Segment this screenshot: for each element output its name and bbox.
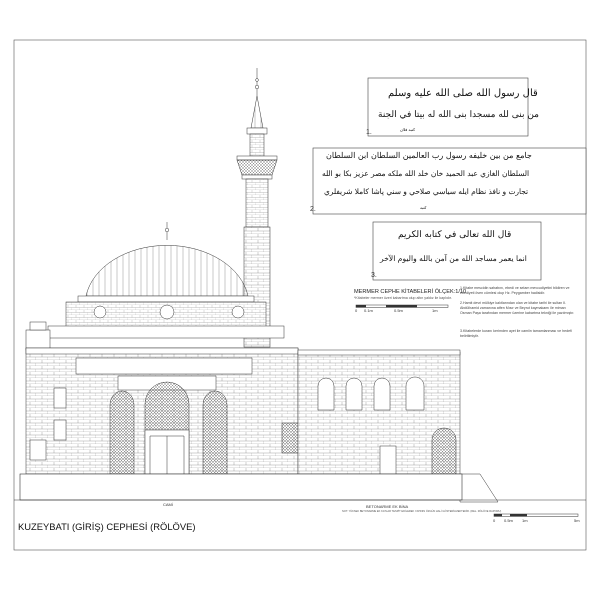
inscription-2-line-1: جامع من بين خليفه رسول رب العالمين السلطان ابن السلطان — [326, 151, 532, 160]
bottom-scale-label-3: 5m — [574, 518, 580, 523]
inscription-2-number: 2. — [310, 206, 316, 213]
bottom-scale-label-1: 0.5m — [504, 518, 513, 523]
inscription-3-line-1: قال الله تعالى في كتابه الكريم — [398, 230, 512, 240]
inscription-1-signature: كتبه فلان — [400, 127, 415, 132]
panel-subheading: *Kitabeler mermer üzeri kabartma olup altın yaldız ile kaplıdır. — [354, 296, 452, 300]
inscription-3-line-2: انما يعمر مساجد الله من آمن بالله واليوم الآخر — [380, 254, 527, 263]
cami-label: CAMİ — [163, 502, 173, 507]
inscription-panel-1 — [368, 78, 528, 136]
scale-bar-bottom — [494, 514, 578, 516]
inscription-1-line-1: قال رسول الله صلى الله عليه وسلم — [388, 88, 538, 99]
note-3: 3.Kitabelerde kuranı kerimden ayet ile camiin tamamlanması ve hedefi belirtilmiştir. — [460, 329, 572, 339]
scale-label-1: 0.1m — [364, 308, 373, 313]
scale-label-2: 0.5m — [394, 308, 403, 313]
panel-heading: MERMER CEPHE KİTABELERİ ÖLÇEK:1/10 — [354, 289, 467, 295]
annex-label: BETONARME EK BİNA — [366, 504, 409, 509]
drawing-title: KUZEYBATI (GİRİŞ) CEPHESİ (RÖLÖVE) — [18, 521, 196, 532]
inscription-2-line-3: تجارت و نافذ نظام ايله سياسي صلاحي و سني پاشا كاملا شريفلري — [324, 187, 529, 196]
scale-label-3: 1m — [432, 308, 438, 313]
inscription-2-line-2: السلطان الغازي عبد الحميد خان خلد الله ملكه مصر عزيز بكا بو الله — [322, 169, 530, 178]
scale-label-0: 0 — [355, 308, 358, 313]
bottom-scale-label-2: 1m — [522, 518, 528, 523]
note-1: 1.Kitabe mescidin sahabını, ebedi ve selam mevcudiyetini bildiren ve ebediyeti öven cümlesi olup Hz. Peygamber hadisidir. — [460, 286, 570, 296]
main-facade — [26, 348, 300, 474]
ground-line — [14, 474, 586, 500]
inscription-3-number: 3. — [371, 272, 377, 279]
inscription-2-signature: كتبه — [420, 205, 427, 210]
annex-note: NOT: YÜKSEK BETONARME EK KATLAR TESPİT EDİLEREK YAPININ ÖZGÜN HALİ GÖSTERİLMEKTEDİR. (REL. RÖLÖVE RAPORU) — [342, 510, 502, 513]
inscription-1-line-2: من بنى لله مسجدا بنى الله له بيتا في الجنة — [378, 110, 539, 120]
inscription-1-number: 1. — [366, 129, 372, 136]
bottom-scale-label-0: 0 — [493, 518, 496, 523]
note-2: 2.Hamit devri mülkiye kalıtlarından olan ve kitabe tarihi ile sultan II. Abdülhamid zamanına atfen Mısır ve Beyrut kaymakamı ile mimarı Osman Paşa tarafından mermer üzerine kabartma tekniği ile yazılmıştır. — [460, 301, 575, 316]
